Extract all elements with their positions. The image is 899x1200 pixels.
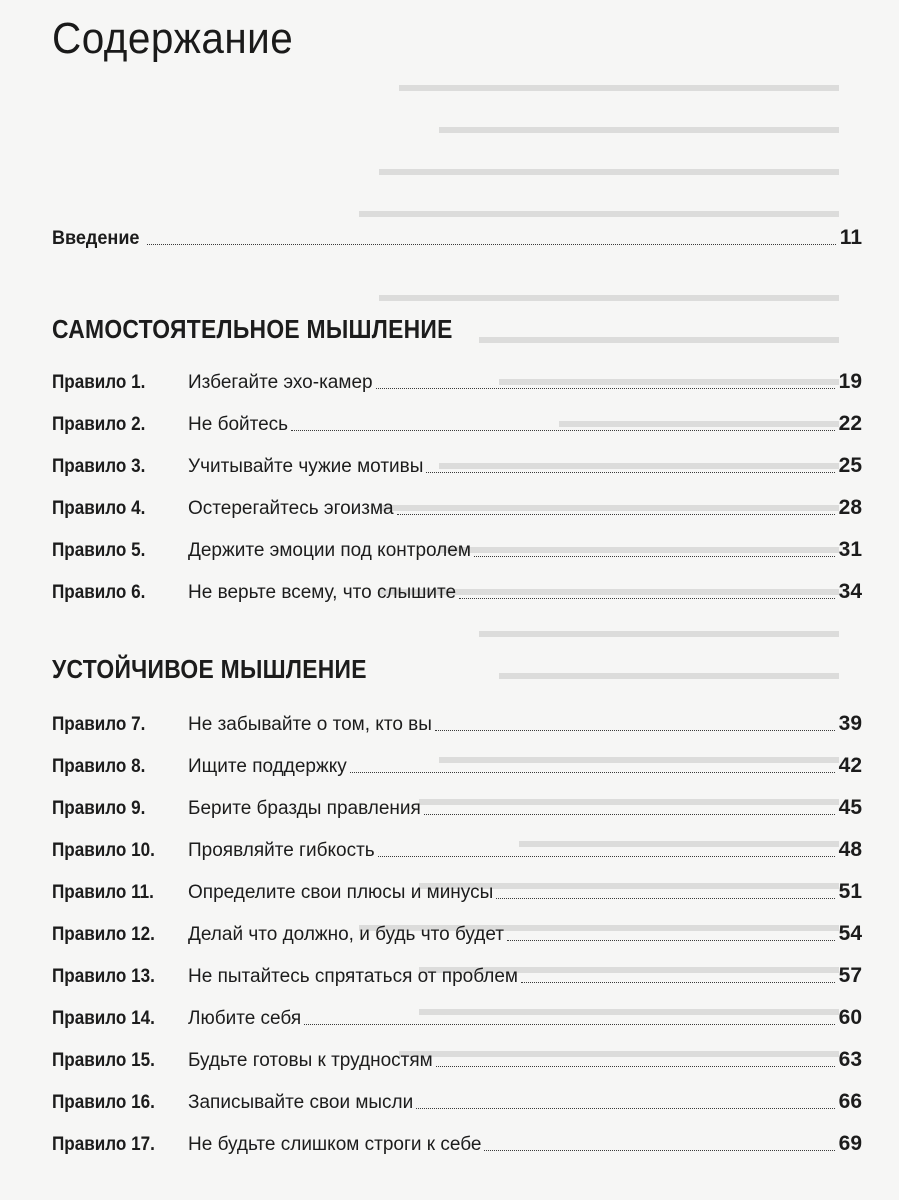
chapter-title: Будьте готовы к трудностям xyxy=(188,1050,433,1071)
rule-number: Правило 15. xyxy=(52,1050,155,1071)
page-number: 60 xyxy=(838,1006,862,1029)
page-number: 39 xyxy=(838,712,862,735)
chapter-title: Проявляйте гибкость xyxy=(188,840,375,861)
toc-entry-rule-5[interactable] xyxy=(52,534,862,562)
dot-leader xyxy=(304,1024,834,1025)
rule-number: Правило 14. xyxy=(52,1008,155,1029)
toc-entry-rule-3[interactable] xyxy=(52,450,862,478)
toc-entry-rule-2[interactable] xyxy=(52,408,862,436)
rule-number: Правило 5. xyxy=(52,540,146,561)
page-number: 11 xyxy=(839,226,862,249)
chapter-title: Любите себя xyxy=(188,1008,302,1029)
page-number: 19 xyxy=(838,370,862,393)
page-number: 63 xyxy=(838,1048,862,1071)
dot-leader xyxy=(435,730,835,731)
page-number: 28 xyxy=(838,496,862,519)
page-number: 66 xyxy=(838,1090,862,1113)
rule-number: Правило 8. xyxy=(52,756,146,777)
dot-leader xyxy=(350,772,835,773)
toc-entry-rule-15[interactable] xyxy=(52,1044,862,1072)
rule-number: Правило 2. xyxy=(52,414,146,435)
chapter-title: Берите бразды правления xyxy=(188,798,421,819)
toc-entry-rule-4[interactable] xyxy=(52,492,862,520)
bleed-through-texture: ▬▬▬▬▬▬▬▬▬▬▬▬▬▬▬▬▬▬▬▬▬▬ ▬▬▬▬▬▬▬▬▬▬▬▬▬▬▬▬▬▬▬▬ ▬▬▬▬▬▬▬▬▬▬▬▬▬▬▬▬▬▬▬▬▬▬▬ ▬▬▬▬▬▬▬▬▬▬▬▬▬▬▬▬▬▬▬▬▬▬▬▬ ▬▬▬▬▬▬▬▬▬▬▬▬▬▬▬▬▬▬▬▬▬▬▬ ▬▬▬▬▬▬▬▬▬▬▬▬▬▬▬▬▬▬ ▬▬▬▬▬▬▬▬▬▬▬▬▬▬▬▬▬ ▬▬▬▬▬▬▬▬▬▬▬▬▬▬ ▬▬▬▬▬▬▬▬▬▬▬▬▬▬▬▬▬▬▬▬ ▬▬▬▬▬▬▬▬▬▬▬▬▬▬▬▬▬▬▬▬▬▬▬ ▬▬▬▬▬▬▬▬▬▬▬▬▬▬▬▬▬▬▬▬ ▬▬▬▬▬▬▬▬▬▬▬▬▬▬▬▬▬▬▬▬▬▬▬ ▬▬▬▬▬▬▬▬▬▬▬▬▬▬▬▬▬▬ ▬▬▬▬▬▬▬▬▬▬▬▬▬▬▬▬▬ ▬▬▬▬▬▬▬▬▬▬▬▬▬▬▬▬▬▬▬▬ ▬▬▬▬▬▬▬▬▬▬▬▬▬▬▬▬▬▬▬▬▬ ▬▬▬▬▬▬▬▬▬▬▬▬▬▬▬▬ ▬▬▬▬▬▬▬▬▬▬▬▬▬▬▬▬▬▬▬▬▬ ▬▬▬▬▬▬▬▬▬▬▬▬▬▬▬▬▬▬▬▬▬▬▬▬ ▬▬▬▬▬▬▬▬▬▬▬▬▬▬▬▬▬▬▬▬▬ ▬▬▬▬▬▬▬▬▬▬▬▬▬▬▬▬▬▬▬▬▬ ▬▬▬▬▬▬▬▬▬▬▬▬▬▬▬▬▬▬▬▬▬▬ xyxy=(359,74,839,1062)
chapter-title: Записывайте свои мысли xyxy=(188,1092,414,1113)
intro-label: Введение xyxy=(52,228,140,249)
page-number: 54 xyxy=(838,922,862,945)
chapter-title: Держите эмоции под контролем xyxy=(188,540,471,561)
dot-leader xyxy=(521,982,835,983)
toc-entry-rule-11[interactable] xyxy=(52,876,862,904)
dot-leader xyxy=(378,856,835,857)
chapter-title: Остерегайтесь эгоизма xyxy=(188,498,394,519)
toc-entry-rule-13[interactable] xyxy=(52,960,862,988)
rule-number: Правило 6. xyxy=(52,582,146,603)
toc-entry-intro[interactable] xyxy=(52,222,862,250)
rule-number: Правило 9. xyxy=(52,798,146,819)
chapter-title: Не будьте слишком строги к себе xyxy=(188,1134,482,1155)
dot-leader xyxy=(291,430,835,431)
rule-number: Правило 7. xyxy=(52,714,146,735)
toc-entry-rule-14[interactable] xyxy=(52,1002,862,1030)
page-number: 42 xyxy=(838,754,862,777)
dot-leader xyxy=(426,472,834,473)
rule-number: Правило 17. xyxy=(52,1134,155,1155)
toc-entry-rule-7[interactable] xyxy=(52,708,862,736)
dot-leader xyxy=(507,940,835,941)
rule-number: Правило 16. xyxy=(52,1092,155,1113)
page-number: 45 xyxy=(838,796,862,819)
chapter-title: Не пытайтесь спрятаться от проблем xyxy=(188,966,518,987)
rule-number: Правило 10. xyxy=(52,840,155,861)
rule-number: Правило 3. xyxy=(52,456,146,477)
rule-number: Правило 13. xyxy=(52,966,155,987)
toc-entry-rule-8[interactable] xyxy=(52,750,862,778)
page-number: 51 xyxy=(838,880,862,903)
chapter-title: Не забывайте о том, кто вы xyxy=(188,714,432,735)
page-number: 57 xyxy=(838,964,862,987)
toc-entry-rule-12[interactable] xyxy=(52,918,862,946)
rule-number: Правило 12. xyxy=(52,924,155,945)
chapter-title: Учитывайте чужие мотивы xyxy=(188,456,424,477)
section-heading-independent-thinking: САМОСТОЯТЕЛЬНОЕ МЫШЛЕНИЕ xyxy=(52,314,453,344)
toc-entry-rule-6[interactable] xyxy=(52,576,862,604)
rule-number: Правило 11. xyxy=(52,882,154,903)
dot-leader xyxy=(376,388,835,389)
dot-leader xyxy=(474,556,835,557)
dot-leader xyxy=(459,598,835,599)
chapter-title: Определите свои плюсы и минусы xyxy=(188,882,494,903)
chapter-title: Избегайте эхо-камер xyxy=(188,372,373,393)
dot-leader xyxy=(424,814,835,815)
section-heading-resilient-thinking: УСТОЙЧИВОЕ МЫШЛЕНИЕ xyxy=(52,654,367,684)
dot-leader xyxy=(147,244,836,245)
page-number: 69 xyxy=(838,1132,862,1155)
page-number: 22 xyxy=(838,412,862,435)
dot-leader xyxy=(397,514,835,515)
page-number: 25 xyxy=(838,454,862,477)
dot-leader xyxy=(436,1066,835,1067)
toc-entry-rule-10[interactable] xyxy=(52,834,862,862)
rule-number: Правило 1. xyxy=(52,372,146,393)
dot-leader xyxy=(416,1108,834,1109)
page-number: 34 xyxy=(838,580,862,603)
chapter-title: Не бойтесь xyxy=(188,414,289,435)
chapter-title: Не верьте всему, что слышите xyxy=(188,582,457,603)
page-number: 48 xyxy=(838,838,862,861)
dot-leader xyxy=(496,898,834,899)
toc-entry-rule-16[interactable] xyxy=(52,1086,862,1114)
toc-entry-rule-17[interactable] xyxy=(52,1128,862,1156)
dot-leader xyxy=(484,1150,834,1151)
toc-entry-rule-9[interactable] xyxy=(52,792,862,820)
page-title: Содержание xyxy=(52,14,294,63)
page-number: 31 xyxy=(838,538,862,561)
rule-number: Правило 4. xyxy=(52,498,146,519)
chapter-title: Ищите поддержку xyxy=(188,756,347,777)
toc-entry-rule-1[interactable] xyxy=(52,366,862,394)
chapter-title: Делай что должно, и будь что будет xyxy=(188,924,505,945)
